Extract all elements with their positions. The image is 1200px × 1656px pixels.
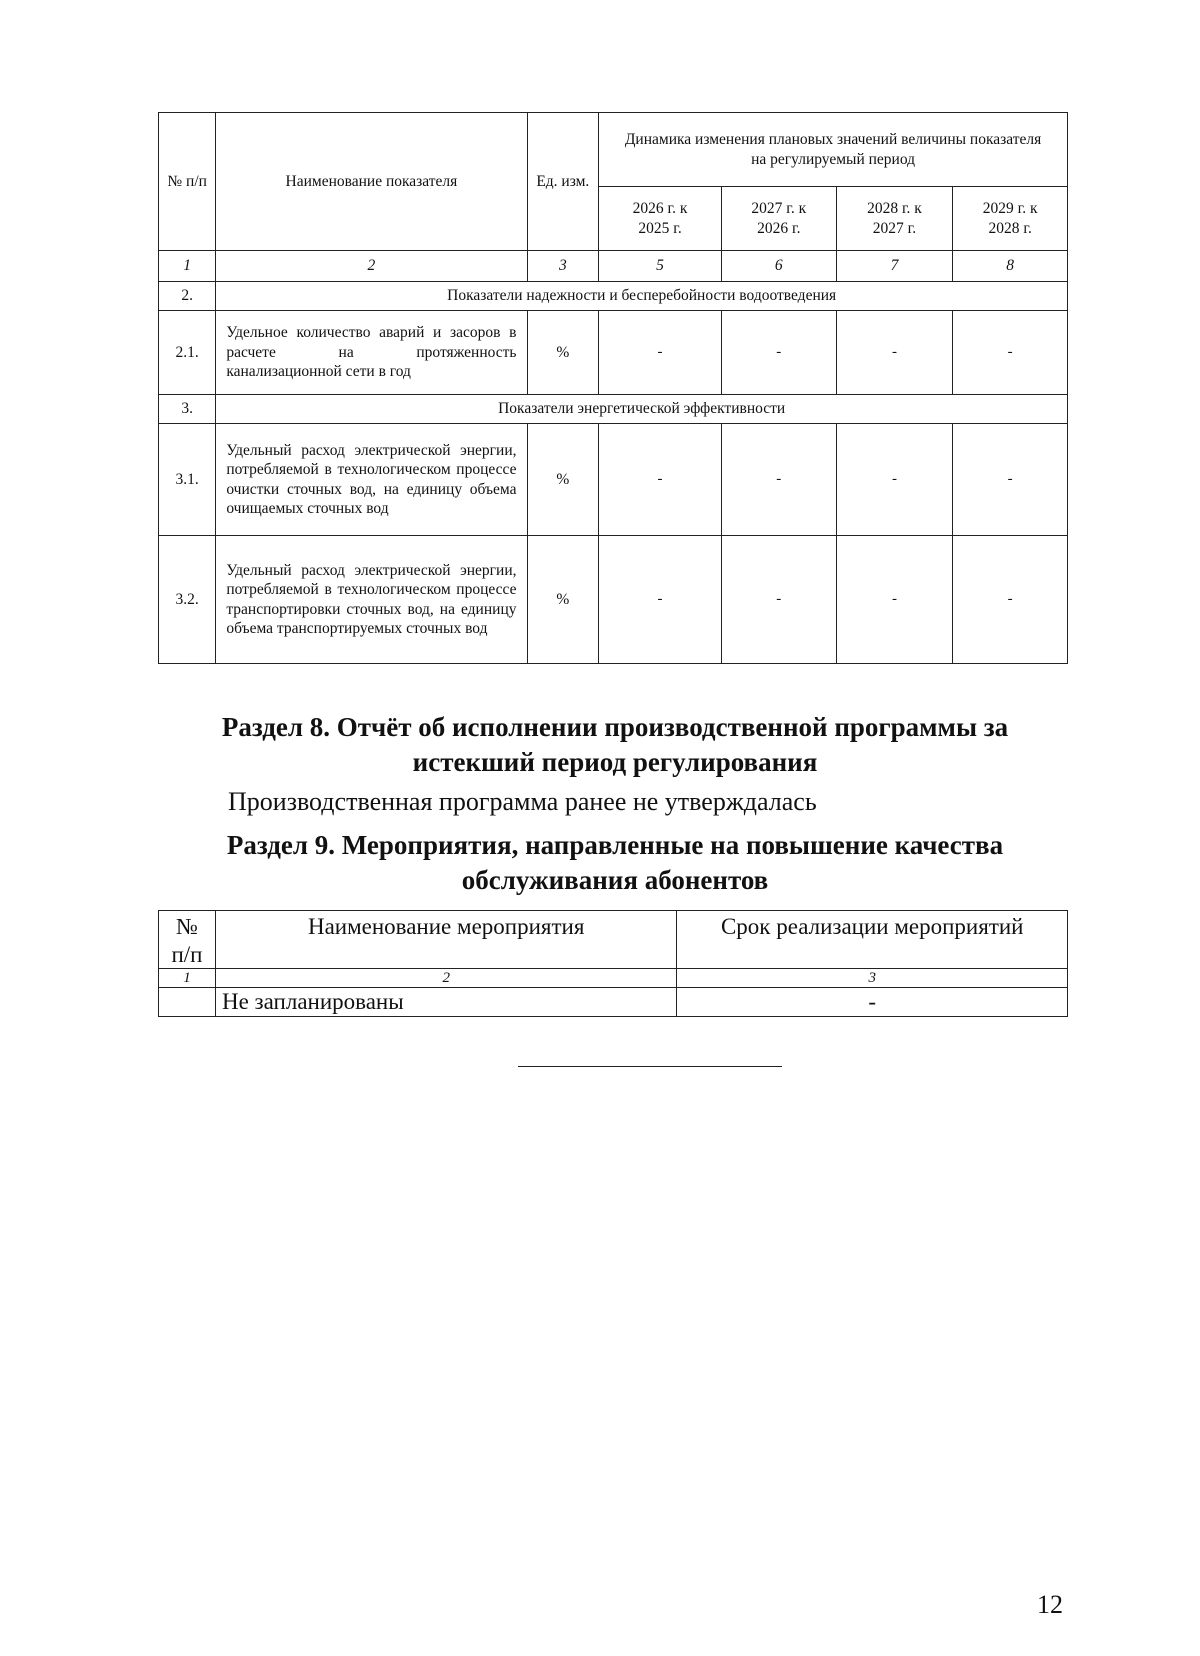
page-number: 12 <box>1037 1590 1063 1619</box>
header-period: 2028 г. к 2027 г. <box>836 187 953 251</box>
row-value: - <box>721 424 836 536</box>
table-row <box>159 311 1068 395</box>
column-numbers-row <box>159 969 1068 988</box>
header-num: № п/п <box>159 911 216 969</box>
header-term: Срок реализации мероприятий <box>677 911 1068 969</box>
header-name: Наименование показателя <box>216 113 527 251</box>
row-name: Удельный расход электрической энергии, потребляемой в технологическом процессе очистки сточных вод, на единицу объема очищаемых сточных вод <box>216 424 527 536</box>
row-value: - <box>599 311 722 395</box>
section-title: Показатели надежности и бесперебойности водоотведения <box>216 282 1068 311</box>
row-value: - <box>836 311 953 395</box>
row-name: Удельный расход электрической энергии, потребляемой в технологическом процессе транспортировки сточных вод, на единицу объема транспортируемых сточных вод <box>216 536 527 664</box>
column-number: 2 <box>216 251 527 282</box>
row-value: - <box>599 536 722 664</box>
row-value: - <box>599 424 722 536</box>
section-num: 2. <box>159 282 216 311</box>
table-header-row <box>159 113 1068 187</box>
section-title: Показатели энергетической эффективности <box>216 395 1068 424</box>
column-number: 3 <box>527 251 599 282</box>
header-unit: Ед. изм. <box>527 113 599 251</box>
row-unit: % <box>527 424 599 536</box>
column-number: 6 <box>721 251 836 282</box>
section8-title: Раздел 8. Отчёт об исполнении производственной программы за истекший период регулирования <box>221 712 1009 777</box>
row-value: - <box>721 536 836 664</box>
header-num: № п/п <box>159 113 216 251</box>
section-row <box>159 395 1068 424</box>
row-name: Удельное количество аварий и засоров в расчете на протяженность канализационной сети в год <box>216 311 527 395</box>
row-value: - <box>953 311 1068 395</box>
section-num: 3. <box>159 395 216 424</box>
row-unit: % <box>527 311 599 395</box>
row-value: - <box>836 536 953 664</box>
header-period: 2026 г. к 2025 г. <box>599 187 722 251</box>
table-header-row <box>159 911 1068 969</box>
row-name: Не запланированы <box>215 988 676 1017</box>
column-number: 1 <box>159 969 216 988</box>
header-name: Наименование мероприятия <box>215 911 676 969</box>
row-num: 2.1. <box>159 311 216 395</box>
column-number: 3 <box>677 969 1068 988</box>
column-number: 1 <box>159 251 216 282</box>
header-period: 2029 г. к 2028 г. <box>953 187 1068 251</box>
table-row <box>159 988 1068 1017</box>
column-number: 7 <box>836 251 953 282</box>
column-number: 2 <box>215 969 676 988</box>
indicators-table <box>158 112 1068 664</box>
section8-text: Производственная программа ранее не утверждалась <box>228 787 817 816</box>
row-num: 3.2. <box>159 536 216 664</box>
column-number: 8 <box>953 251 1068 282</box>
end-divider <box>518 1066 782 1067</box>
header-dynamics: Динамика изменения плановых значений величины показателя на регулируемый период <box>599 113 1068 187</box>
row-value: - <box>953 536 1068 664</box>
section-row <box>159 282 1068 311</box>
row-value: - <box>721 311 836 395</box>
column-number: 5 <box>599 251 722 282</box>
row-num <box>159 988 216 1017</box>
column-numbers-row <box>159 251 1068 282</box>
table-row <box>159 536 1068 664</box>
table-row <box>159 424 1068 536</box>
measures-table <box>158 910 1068 1017</box>
section9-title: Раздел 9. Мероприятия, направленные на повышение качества обслуживания абонентов <box>226 830 1004 895</box>
row-num: 3.1. <box>159 424 216 536</box>
row-value: - <box>836 424 953 536</box>
row-term: - <box>677 988 1068 1017</box>
header-period: 2027 г. к 2026 г. <box>721 187 836 251</box>
row-unit: % <box>527 536 599 664</box>
row-value: - <box>953 424 1068 536</box>
